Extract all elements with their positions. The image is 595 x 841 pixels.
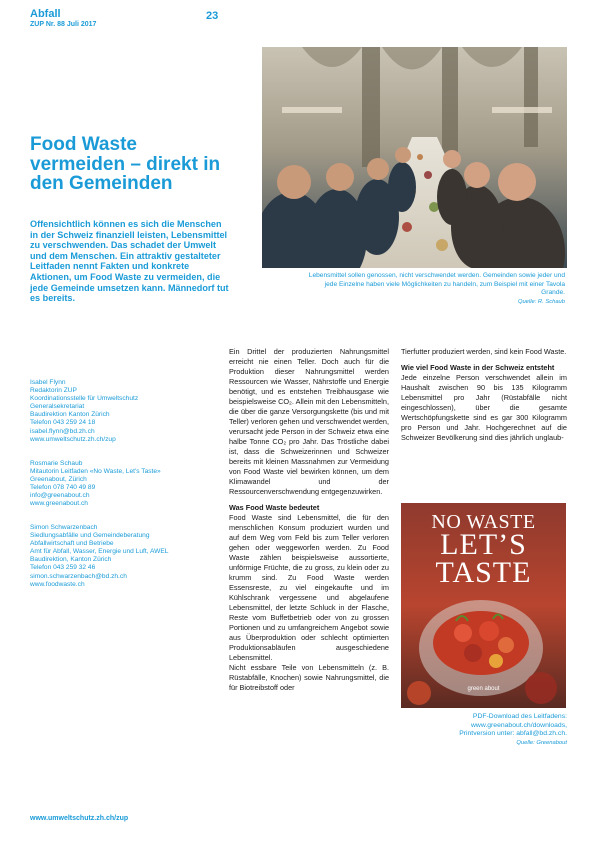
contact-line: Generalsekretariat: [30, 403, 85, 411]
subheading: Wie viel Food Waste in der Schweiz entsteht: [401, 363, 555, 372]
poster-headline-line1: NO WASTE: [431, 511, 536, 533]
poster-caption-line: PDF-Download des Leitfadens:: [472, 713, 567, 720]
contact-web-link[interactable]: www.umweltschutz.zh.ch/zup: [30, 435, 116, 443]
subheading: Was Food Waste bedeutet: [229, 503, 320, 512]
contact-email-link[interactable]: info@greenabout.ch: [30, 492, 90, 500]
body-paragraph: Jede einzelne Person verschwendet allein im Haushalt zwischen 90 bis 135 Kilogramm Lebensmittel pro Jahr (Rüstabfälle nicht eingeschlossen), über die gesamte Wertschöpfungskette sind es gar 300 Kilogramm pro Person und Jahr. Hochgerechnet auf die Schweizer Bevölkerung sind dies jährlich unglaub-: [401, 373, 567, 442]
contact-block: [30, 379, 230, 444]
article-lead: Offensichtlich können es sich die Menschen in der Schweiz finanziell leisten, Lebensmittel zu verschwenden. Das schadet der Umwelt und dem Menschen. Ein attraktiv gestalteter Leitfaden nennt Fakten und konkrete Aktionen, um Food Waste zu vermeiden, die jede Gemeinde umsetzen kann. Männedorf tut es bereits.: [30, 219, 229, 304]
contact-block: [30, 524, 230, 589]
contact-name: Rosmarie Schaub: [30, 460, 83, 467]
contact-line: Abfallwirtschaft und Betriebe: [30, 540, 114, 548]
contact-line: Mitautorin Leitfaden «No Waste, Let’s Taste»: [30, 468, 161, 476]
body-paragraph: Food Waste sind Lebensmittel, die für den menschlichen Konsum produziert wurden und auf dem Weg vom Feld bis zum Teller verloren gehen oder weggeworfen werden. Zu Food Waste zählen beispielsweise aussortierte, unförmige Früchte, die zu gross, zu klein oder zu krumm sind. Zu Food Waste werden Essensreste, zu viel eingekaufte und im Kühlschrank vergessene und abgelaufene Lebensmittel, der letzte Schluck in der Flasche, Reste vom Buffetbetrieb oder von zu grossen Portionen und zu umfangreichem Angebot sowie aus Überproduktion oder schlecht optimierten Produktionsabläufen ausgeschiedene Lebensmittel.: [229, 513, 389, 662]
download-link[interactable]: www.greenabout.ch/downloads,: [471, 721, 567, 729]
contact-line: Koordinationsstelle für Umweltschutz: [30, 395, 139, 403]
page-number: 23: [206, 10, 219, 22]
article-title: Food Waste vermeiden – direkt in den Gemeinden: [30, 134, 221, 194]
contact-phone: Telefon 043 259 24 18: [30, 419, 96, 427]
photo-credit: Quelle: R. Schaub: [517, 298, 565, 305]
contact-name: Simon Schwarzenbach: [30, 524, 98, 531]
guide-cover-image: [401, 503, 566, 708]
photo-caption-text: Lebensmittel sollen genossen, nicht verschwendet werden. Gemeinden sowie jeder und jede Einzelne haben viele Möglichkeiten zu handeln, zum Beispiel mit einer Tavola Grande.: [308, 272, 565, 297]
contact-web-link[interactable]: www.greenabout.ch: [30, 500, 88, 508]
body-column-middle: [229, 347, 389, 693]
greenabout-logo: green about: [467, 686, 500, 692]
poster-headline-line2: LET’S TASTE: [435, 528, 532, 589]
hero-photo: [262, 47, 567, 268]
section-title: Abfall: [30, 8, 61, 20]
contact-line: Amt für Abfall, Wasser, Energie und Luft, AWEL: [30, 548, 169, 556]
poster-caption-line: Printversion unter: abfall@bd.zh.ch.: [459, 730, 567, 738]
section-header: [30, 8, 230, 28]
photo-caption: [300, 272, 565, 306]
contact-block: [30, 460, 230, 509]
contact-email-link[interactable]: isabel.flynn@bd.zh.ch: [30, 427, 95, 435]
body-paragraph: Tierfutter produziert werden, sind kein Food Waste.: [401, 347, 567, 356]
body-paragraph: Nicht essbare Teile von Lebensmitteln (z. B. Rüstabfälle, Knochen) sowie Nahrungsmittel, die für Biotreibstoff oder: [229, 663, 389, 692]
contact-phone: Telefon 043 259 32 46: [30, 564, 96, 572]
body-paragraph: Ein Drittel der produzierten Nahrungsmittel erreicht nie einen Teller. Doch auch für die Produktion dieser Nahrungsmittel werden Ressourcen wie Wasser, Nährstoffe und Energie benötigt, und es entstehen Treibhausgase wie beispielsweise CO₂. Allein mit den Lebensmitteln, die über die ganze Versorgungskette (bis und mit Teller) verloren gehen und verschwendet werden, verursacht jede Person in der Schweiz etwa eine halbe Tonne CO₂ pro Jahr. Das Tröstliche dabei ist, dass die Schweizerinnen und Schweizer bereits mit kleinen Massnahmen zur Vermeidung von Food Waste viel bewirken können, um dem Klimawandel und der Ressourcenverschwendung entgegenzuwirken.: [229, 347, 389, 496]
body-column-right: [401, 347, 567, 443]
contact-line: Greenabout, Zürich: [30, 476, 87, 484]
contact-line: Redaktorin ZUP: [30, 387, 77, 395]
issue-info: ZUP Nr. 88 Juli 2017: [30, 21, 97, 28]
contact-web-link[interactable]: www.foodwaste.ch: [30, 580, 85, 588]
contact-line: Baudirektion Kanton Zürich: [30, 411, 110, 419]
contact-name: Isabel Flynn: [30, 379, 66, 386]
contact-line: Siedlungsabfälle und Gemeindeberatung: [30, 532, 150, 540]
footer-link[interactable]: www.umweltschutz.zh.ch/zup: [30, 815, 129, 822]
contact-phone: Telefon 078 740 49 89: [30, 484, 96, 492]
poster-credit: Quelle: Greenabout: [516, 739, 567, 746]
contact-line: Baudirektion, Kanton Zürich: [30, 556, 112, 564]
contact-email-link[interactable]: simon.schwarzenbach@bd.zh.ch: [30, 572, 127, 580]
poster-caption: [400, 713, 567, 747]
